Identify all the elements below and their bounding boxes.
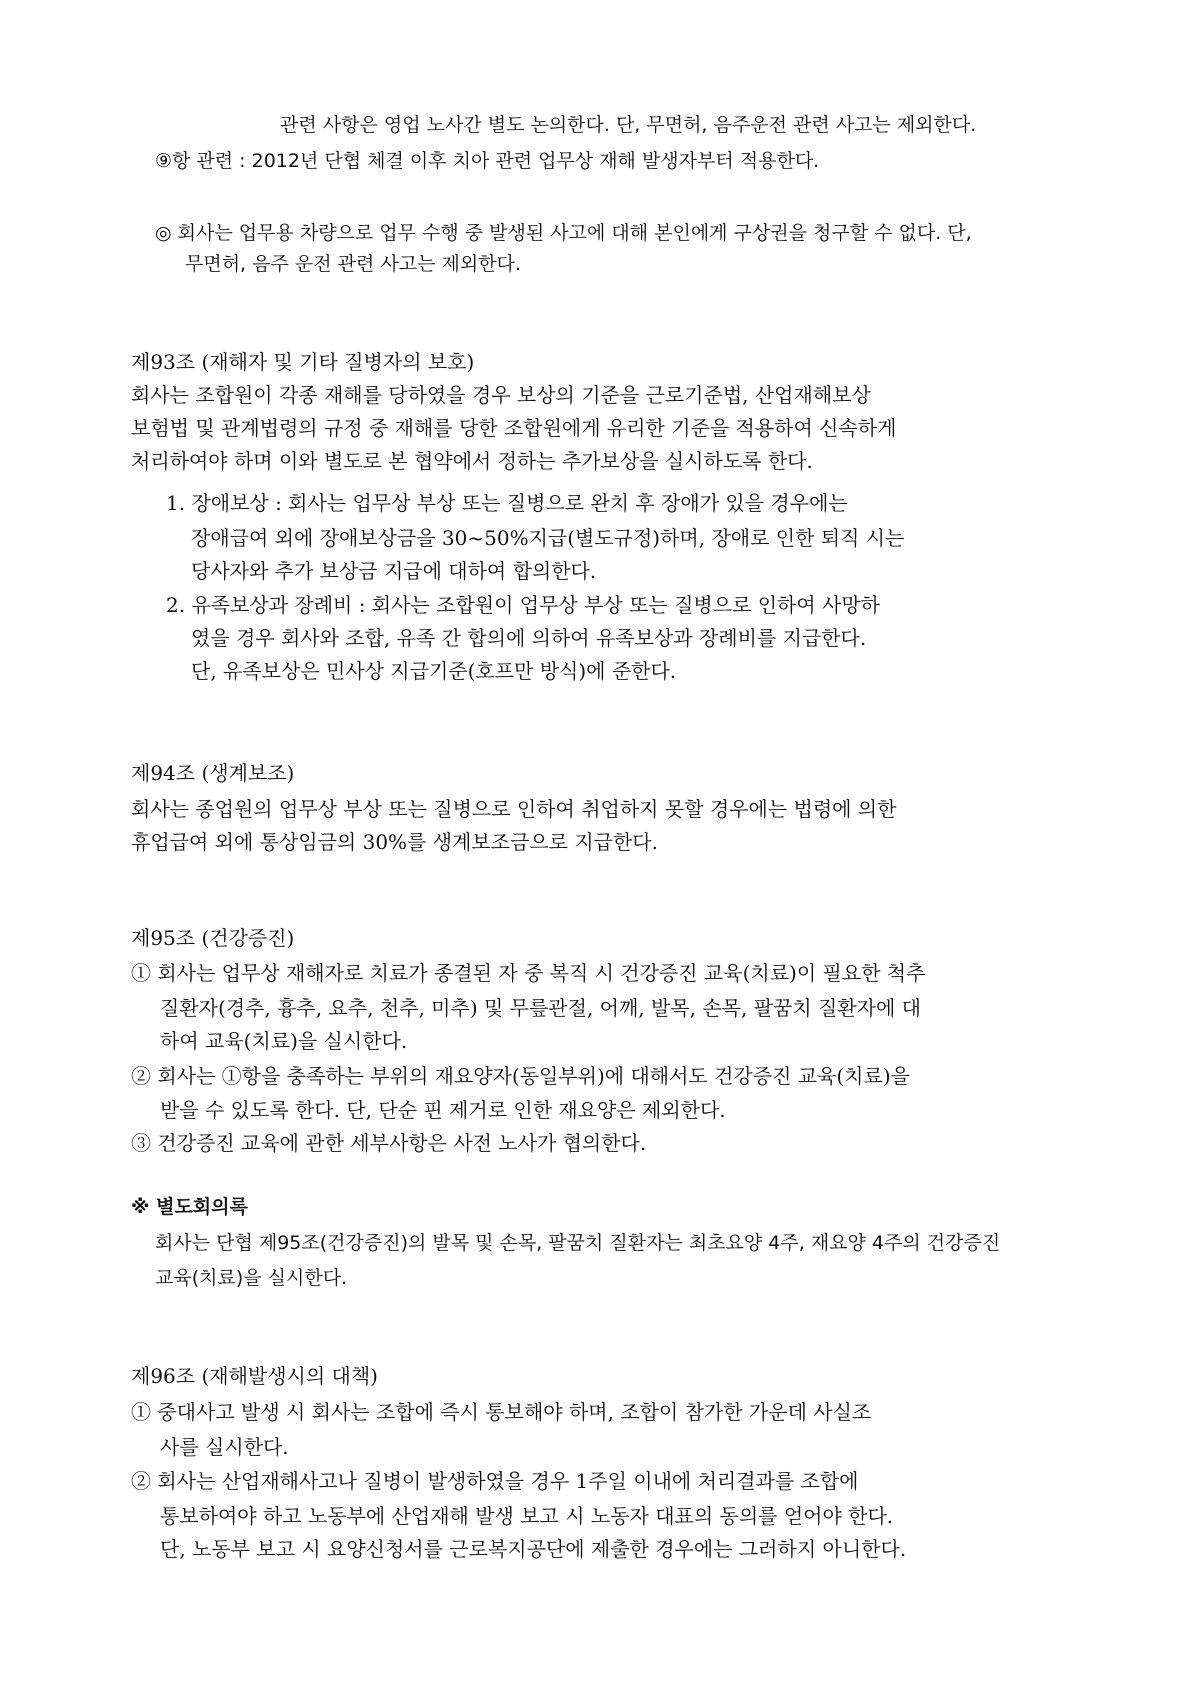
article-93-body-2: 보험법 및 관계법령의 규정 중 재해를 당한 조합원에게 유리한 기준을 적용하여 신속하게 (131, 416, 897, 440)
article-93-item-1-line-2: 장애급여 외에 장애보상금을 30~50%지급(별도규정)하며, 장애로 인한 퇴직 시는 (191, 526, 905, 550)
top-line-1: 관련 사항은 영업 노사간 별도 논의한다. 단, 무면허, 음주운전 관련 사고는 제외한다. (280, 114, 977, 136)
article-96-item-2-line-1: ② 회사는 산업재해사고나 질병이 발생하였을 경우 1주일 이내에 처리결과를 조합에 (131, 1469, 859, 1493)
article-95-item-2-line-2: 받을 수 있도록 한다. 단, 단순 핀 제거로 인한 재요양은 제외한다. (160, 1098, 726, 1122)
article-93-item-1-line-1: 1. 장애보상 : 회사는 업무상 부상 또는 질병으로 완치 후 장애가 있을 경우에는 (166, 491, 848, 515)
article-95-item-3-line-1: ③ 건강증진 교육에 관한 세부사항은 사전 노사가 협의한다. (131, 1131, 647, 1155)
article-96-item-1-line-1: ① 중대사고 발생 시 회사는 조합에 즉시 통보해야 하며, 조합이 참가한 가운데 사실조 (131, 1400, 872, 1424)
separate-minutes-line-2: 교육(치료)을 실시한다. (155, 1267, 348, 1289)
top-line-2: ⑨항 관련 : 2012년 단협 체결 이후 치아 관련 업무상 재해 발생자부터 적용한다. (155, 150, 820, 172)
article-94-title: 제94조 (생계보조) (131, 761, 295, 785)
article-95-title: 제95조 (건강증진) (131, 926, 295, 950)
article-93-body-3: 처리하여야 하며 이와 별도로 본 협약에서 정하는 추가보상을 실시하도록 한다. (131, 449, 813, 473)
article-96-item-2-line-2: 통보하여야 하고 노동부에 산업재해 발생 보고 시 노동자 대표의 동의를 얻어야 한다. (160, 1504, 894, 1528)
article-95-item-1-line-3: 하여 교육(치료)을 실시한다. (160, 1029, 408, 1053)
article-95-item-1-line-1: ① 회사는 업무상 재해자로 치료가 종결된 자 중 복직 시 건강증진 교육(치료)이 필요한 척추 (131, 961, 926, 985)
article-93-item-2-line-2: 였을 경우 회사와 조합, 유족 간 합의에 의하여 유족보상과 장례비를 지급한다. (191, 626, 867, 650)
article-95-item-1-line-2: 질환자(경추, 흉추, 요추, 천추, 미추) 및 무릎관절, 어깨, 발목, 손목, 팔꿈치 질환자에 대 (160, 996, 921, 1020)
article-96-item-1-line-2: 사를 실시한다. (160, 1435, 289, 1459)
article-93-item-1-line-3: 당사자와 추가 보상금 지급에 대하여 합의한다. (191, 559, 597, 583)
article-95-item-2-line-1: ② 회사는 ①항을 충족하는 부위의 재요양자(동일부위)에 대해서도 건강증진 교육(치료)을 (131, 1064, 910, 1088)
article-96-item-2-line-3: 단, 노동부 보고 시 요양신청서를 근로복지공단에 제출한 경우에는 그러하지 아니한다. (160, 1537, 907, 1561)
article-96-title: 제96조 (재해발생시의 대책) (131, 1364, 378, 1388)
separate-minutes-line-1: 회사는 단협 제95조(건강증진)의 발목 및 손목, 팔꿈치 질환자는 최초요양 4주, 재요양 4주의 건강증진 (155, 1232, 1001, 1254)
article-93-item-2-line-3: 단, 유족보상은 민사상 지급기준(호프만 방식)에 준한다. (191, 659, 677, 683)
article-94-body-1: 회사는 종업원의 업무상 부상 또는 질병으로 인하여 취업하지 못할 경우에는 법령에 의한 (131, 797, 897, 821)
separate-minutes-title: ※ 별도회의록 (131, 1196, 248, 1218)
top-line-3: ◎ 회사는 업무용 차량으로 업무 수행 중 발생된 사고에 대해 본인에게 구상권을 청구할 수 없다. 단, (155, 222, 972, 244)
article-93-title: 제93조 (재해자 및 기타 질병자의 보호) (131, 350, 475, 374)
article-93-item-2-line-1: 2. 유족보상과 장례비 : 회사는 조합원이 업무상 부상 또는 질병으로 인하여 사망하 (166, 593, 880, 617)
article-94-body-2: 휴업급여 외에 통상임금의 30%를 생계보조금으로 지급한다. (131, 830, 658, 854)
top-line-4: 무면허, 음주 운전 관련 사고는 제외한다. (185, 253, 521, 275)
article-93-body-1: 회사는 조합원이 각종 재해를 당하였을 경우 보상의 기준을 근로기준법, 산업재해보상 (131, 383, 871, 407)
